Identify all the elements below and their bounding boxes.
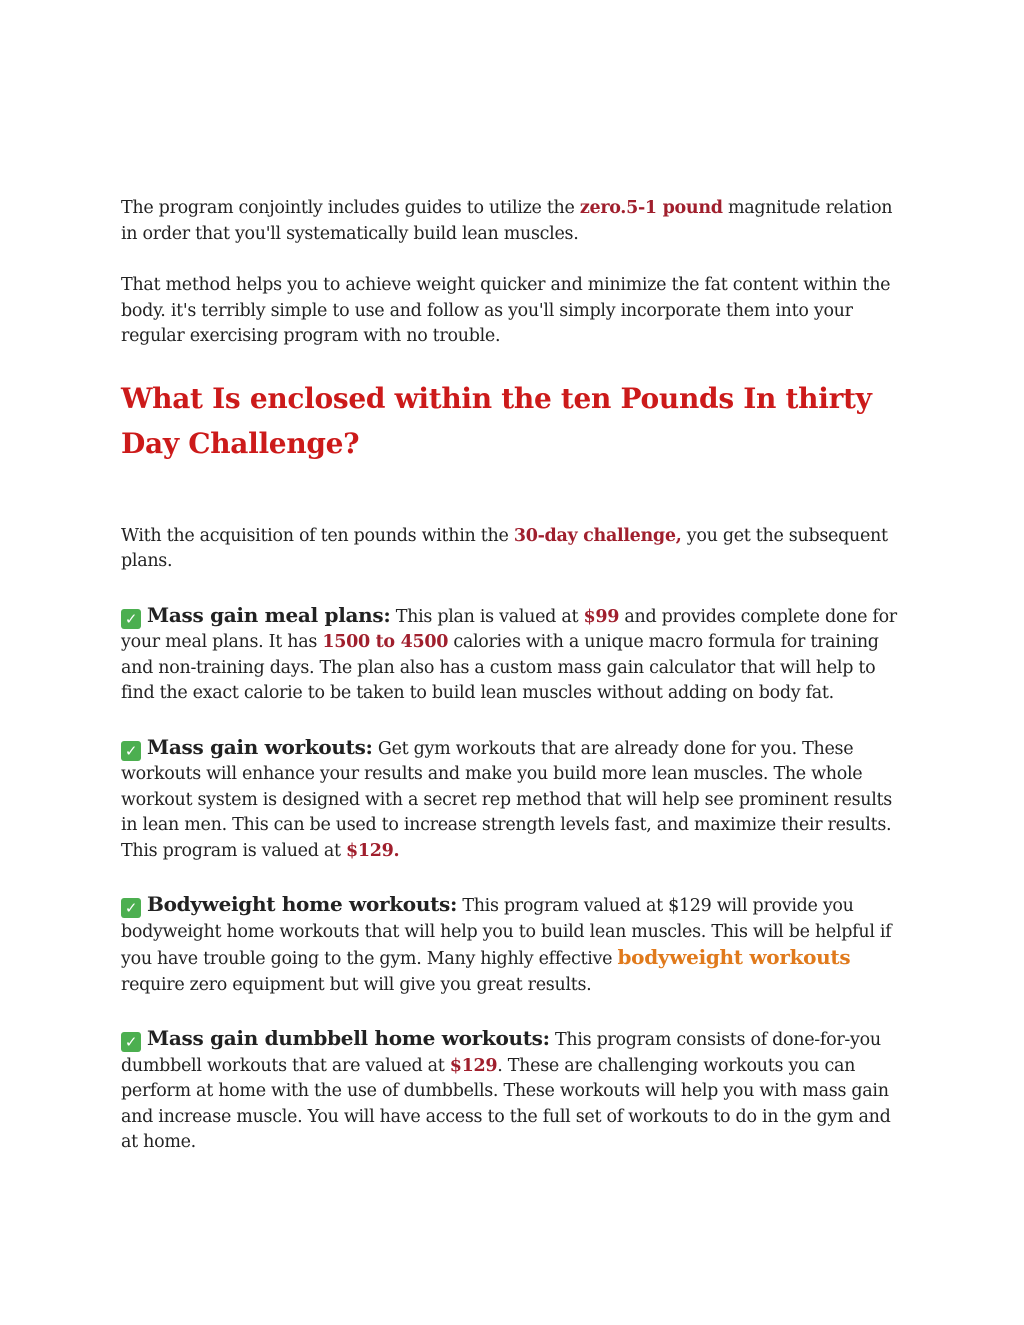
item-text: Get gym workouts that are already done for you. These workouts will enhance your results and make you build more lean muscles. The whole workout system is designed with a secret rep method that will help see prominent results in lean men. This can be used to increase strength levels fast, and maximize their results. This program is valued at [121, 738, 892, 861]
intro-text-b: you get the subsequent plans. [121, 525, 888, 571]
item-title: Mass gain workouts: [147, 734, 373, 759]
list-item-bodyweight-workouts [121, 892, 906, 998]
paragraph-2: That method helps you to achieve weight quicker and minimize the fat content within the body. it's terribly simple to use and follow as you'll simply incorporate them into your regular exercising program with no trouble. [121, 275, 891, 346]
list-item-meal-plans [121, 603, 906, 707]
checkmark-icon: ✓ [121, 1032, 141, 1052]
bodyweight-workouts-link[interactable]: bodyweight workouts [617, 945, 851, 969]
paragraph-1-text-a: The program conjointly includes guides to utilize the [121, 198, 580, 218]
highlight-30-day-challenge: 30-day challenge, [513, 525, 682, 546]
item-text: This plan is valued at [390, 606, 584, 627]
checkmark-icon: ✓ [121, 741, 141, 761]
checkmark-icon: ✓ [121, 898, 141, 918]
price-highlight: $99 [583, 606, 620, 627]
item-text: This program consists of done-for-you dumbbell workouts that are valued at [121, 1030, 881, 1076]
paragraph-1 [121, 196, 906, 247]
item-title: Mass gain meal plans: [147, 602, 391, 627]
intro-paragraph [121, 524, 906, 575]
checkmark-icon: ✓ [121, 609, 141, 629]
intro-text-a: With the acquisition of ten pounds within the [121, 525, 514, 546]
list-item-mass-gain-workouts [121, 735, 906, 865]
item-title: Mass gain dumbbell home workouts: [147, 1026, 550, 1050]
document-body [121, 196, 906, 1184]
item-text: This program valued at $129 will provide you bodyweight home workouts that will help you to build lean muscles. This will be helpful if you have trouble going to the gym. Many highly effective [121, 896, 892, 969]
price-highlight: $129 [449, 1055, 498, 1076]
section-heading: What Is enclosed within the ten Pounds In thirty Day Challenge? [121, 381, 872, 460]
list-item-dumbbell-workouts [121, 1026, 906, 1156]
item-text: require zero equipment but will give you great results. [121, 974, 592, 995]
item-text: calories with a unique macro formula for training and non-training days. The plan also has a custom mass gain calculator that will help to find the exact calorie to be taken to build lean muscles without adding on body fat. [121, 632, 879, 703]
calorie-range-highlight: 1500 to 4500 [322, 632, 449, 652]
price-highlight: $129. [346, 840, 400, 861]
item-text: and provides complete done for your meal plans. It has [121, 606, 897, 652]
item-text: . These are challenging workouts you can perform at home with the use of dumbbells. These workouts will help you with mass gain and increase muscle. You will have access to the full set of workouts to do in the gym and at home. [121, 1055, 891, 1152]
paragraph-1-text-b: magnitude relation in order that you'll systematically build lean muscles. [121, 198, 893, 244]
item-title: Bodyweight home workouts: [147, 892, 458, 916]
highlight-pound-ratio: zero.5-1 pound [579, 198, 723, 218]
